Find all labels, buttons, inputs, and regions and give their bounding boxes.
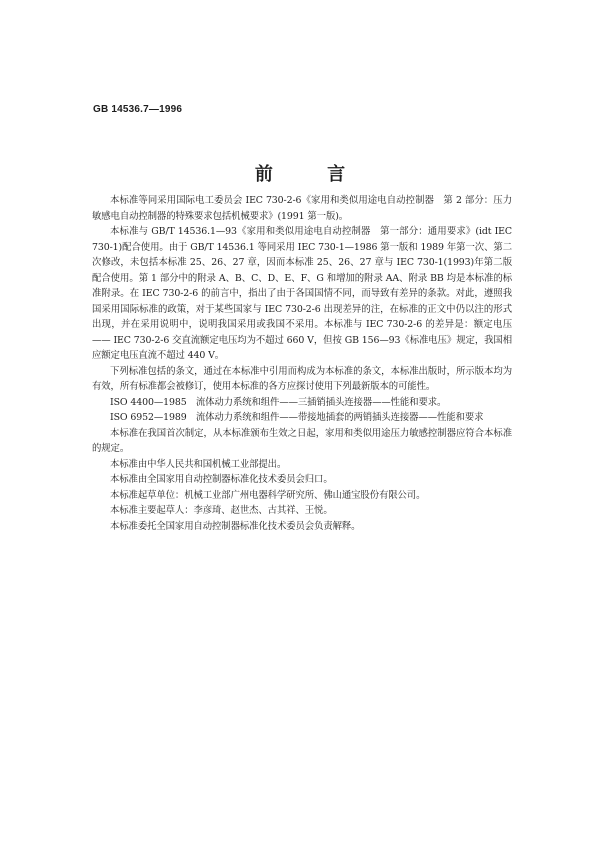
foreword-body <box>92 193 512 534</box>
paragraph-relationship: 本标准与 GB/T 14536.1—93《家用和类似用途电自动控制器 第一部分：通用要求》(idt IEC 730-1)配合使用。由于 GB/T 14536.1 等同采用 IEC 730-1—1986 第一版和 1989 年第一次、第二次修改，未包括本标准 25、26、27 章，因而本标准 25、26、27 章与 IEC 730-1(1993)年第二版配合使用。第 1 部分中的附录 A、B、C、D、E、F、G 和增加的附录 AA、附录 BB 均是本标准的标准附录。在 IEC 730-2-6 的前言中，指出了由于各国国情不同，而导致有差异的条款。对此，遵照我国采用国际标准的政策，对于某些国家与 IEC 730-2-6 出现差异的注，在标准的正文中仍以注的形式出现，并在采用说明中，说明我国采用或我国不采用。本标准与 IEC 730-2-6 的差异是：额定电压—— IEC 730-2-6 交直流额定电压均为不超过 660 V，但按 GB 156—93《标准电压》规定，我国相应额定电压直流不超过 440 V。 <box>92 226 512 361</box>
paragraph-proposed-by: 本标准由中华人民共和国机械工业部提出。 <box>110 458 287 470</box>
page-title: 前 言 <box>254 164 370 185</box>
paragraph-adoption: 本标准等同采用国际电工委员会 IEC 730-2-6《家用和类似用途电自动控制器 第 2 部分：压力敏感电自动控制器的特殊要求包括机械要求》(1991 第一版)。 <box>92 195 512 222</box>
paragraph-normative-references: 下列标准包括的条文，通过在本标准中引用而构成为本标准的条文，本标准出版时，所示版本均为有效，所有标准都会被修订，使用本标准的各方应探讨使用下列最新版本的可能性。 <box>92 365 512 392</box>
paragraph-drafting-units: 本标准起草单位：机械工业部广州电器科学研究所、佛山通宝股份有限公司。 <box>110 489 426 501</box>
paragraph-interpretation: 本标准委托全国家用自动控制器标准化技术委员会负责解释。 <box>110 520 361 532</box>
standard-number: GB 14536.7—1996 <box>93 104 183 115</box>
paragraph-centralized-by: 本标准由全国家用自动控制器标准化技术委员会归口。 <box>110 474 333 485</box>
paragraph-first-enactment: 本标准在我国首次制定，从本标准颁布生效之日起，家用和类似用途压力敏感控制器应符合本标准的规定。 <box>92 427 512 454</box>
paragraph-drafters: 本标准主要起草人：李彦琦、赵世杰、古其祥、王悦。 <box>110 505 333 516</box>
paragraph-iso-6952: ISO 6952—1989 流体动力系统和组件——带接地插套的两销插头连接器——性能和要求 <box>110 412 484 423</box>
paragraph-iso-4400: ISO 4400—1985 流体动力系统和组件——三插销插头连接器——性能和要求。 <box>110 396 447 408</box>
